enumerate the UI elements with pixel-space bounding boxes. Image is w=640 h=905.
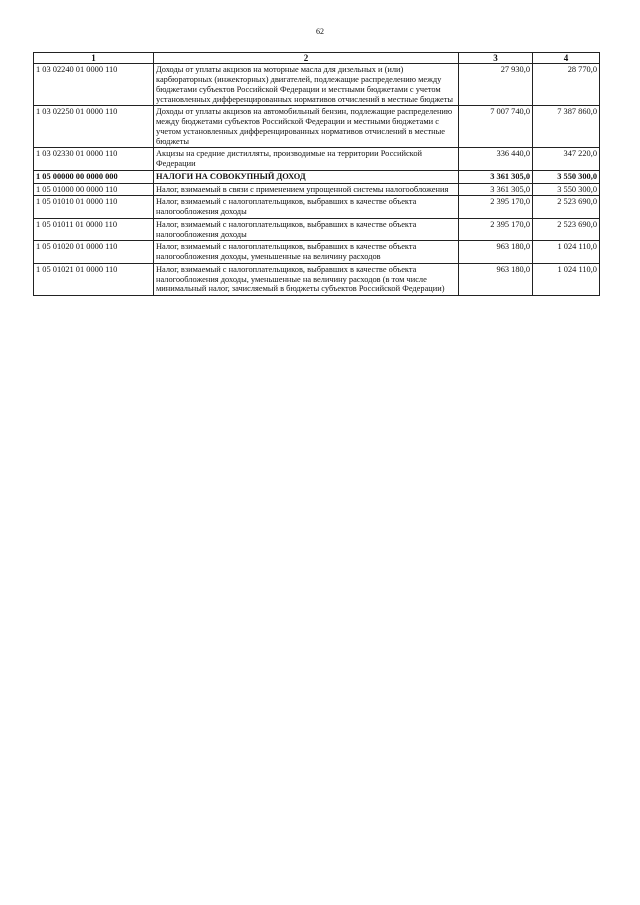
value-col3-cell: 7 007 740,0 bbox=[459, 106, 533, 148]
table-row bbox=[34, 64, 600, 106]
value-col3-cell: 963 180,0 bbox=[459, 241, 533, 264]
budget-code-cell: 1 05 01010 01 0000 110 bbox=[34, 196, 154, 219]
value-col3-cell: 27 930,0 bbox=[459, 64, 533, 106]
column-header-1: 1 bbox=[34, 53, 154, 64]
budget-code-cell: 1 05 01021 01 0000 110 bbox=[34, 263, 154, 295]
revenue-name-cell: Налог, взимаемый с налогоплательщиков, выбравших в качестве объекта налогообложения доходы bbox=[154, 196, 459, 219]
column-header-2: 2 bbox=[154, 53, 459, 64]
value-col4-cell: 2 523 690,0 bbox=[533, 218, 600, 241]
value-col4-cell: 347 220,0 bbox=[533, 148, 600, 171]
table-header-row bbox=[34, 53, 600, 64]
revenue-name-cell: Акцизы на средние дистилляты, производимые на территории Российской Федерации bbox=[154, 148, 459, 171]
value-col3-cell: 2 395 170,0 bbox=[459, 196, 533, 219]
value-col4-cell: 3 550 300,0 bbox=[533, 183, 600, 196]
table-row bbox=[34, 183, 600, 196]
value-col3-cell: 3 361 305,0 bbox=[459, 183, 533, 196]
page-number: 62 bbox=[316, 27, 324, 36]
budget-code-cell: 1 03 02240 01 0000 110 bbox=[34, 64, 154, 106]
value-col3-cell: 336 440,0 bbox=[459, 148, 533, 171]
table-row bbox=[34, 218, 600, 241]
budget-code-cell: 1 03 02330 01 0000 110 bbox=[34, 148, 154, 171]
budget-code-cell: 1 03 02250 01 0000 110 bbox=[34, 106, 154, 148]
value-col4-cell: 3 550 300,0 bbox=[533, 170, 600, 183]
revenue-name-cell: Налог, взимаемый с налогоплательщиков, выбравших в качестве объекта налогообложения доходы bbox=[154, 218, 459, 241]
revenue-name-cell: Доходы от уплаты акцизов на автомобильный бензин, подлежащие распределению между бюджетами субъектов Российской Федерации и местными бюджетами с учетом установленных дифференцированных нормативов отчислений в местные бюджеты bbox=[154, 106, 459, 148]
revenue-name-cell: Налог, взимаемый с налогоплательщиков, выбравших в качестве объекта налогообложения доходы, уменьшенные на величину расходов bbox=[154, 241, 459, 264]
value-col4-cell: 28 770,0 bbox=[533, 64, 600, 106]
column-header-4: 4 bbox=[533, 53, 600, 64]
table-row bbox=[34, 148, 600, 171]
budget-code-cell: 1 05 00000 00 0000 000 bbox=[34, 170, 154, 183]
budget-code-cell: 1 05 01011 01 0000 110 bbox=[34, 218, 154, 241]
value-col4-cell: 7 387 860,0 bbox=[533, 106, 600, 148]
revenue-name-cell: НАЛОГИ НА СОВОКУПНЫЙ ДОХОД bbox=[154, 170, 459, 183]
revenue-name-cell: Доходы от уплаты акцизов на моторные масла для дизельных и (или) карбюраторных (инжекторных) двигателей, подлежащие распределению между бюджетами субъектов Российской Федерации и местными бюджетами с учетом установленных дифференцированных нормативов отчислений в местные бюджеты bbox=[154, 64, 459, 106]
value-col3-cell: 963 180,0 bbox=[459, 263, 533, 295]
value-col3-cell: 3 361 305,0 bbox=[459, 170, 533, 183]
table-row bbox=[34, 241, 600, 264]
budget-code-cell: 1 05 01000 00 0000 110 bbox=[34, 183, 154, 196]
table-row bbox=[34, 263, 600, 295]
revenue-name-cell: Налог, взимаемый в связи с применением упрощенной системы налогообложения bbox=[154, 183, 459, 196]
budget-revenue-table bbox=[33, 52, 600, 296]
value-col3-cell: 2 395 170,0 bbox=[459, 218, 533, 241]
table-row bbox=[34, 106, 600, 148]
table-row bbox=[34, 170, 600, 183]
value-col4-cell: 1 024 110,0 bbox=[533, 241, 600, 264]
revenue-name-cell: Налог, взимаемый с налогоплательщиков, выбравших в качестве объекта налогообложения доходы, уменьшенные на величину расходов (в том числе минимальный налог, зачисляемый в бюджеты субъектов Российской Федерации) bbox=[154, 263, 459, 295]
table-row bbox=[34, 196, 600, 219]
column-header-3: 3 bbox=[459, 53, 533, 64]
budget-code-cell: 1 05 01020 01 0000 110 bbox=[34, 241, 154, 264]
value-col4-cell: 1 024 110,0 bbox=[533, 263, 600, 295]
value-col4-cell: 2 523 690,0 bbox=[533, 196, 600, 219]
